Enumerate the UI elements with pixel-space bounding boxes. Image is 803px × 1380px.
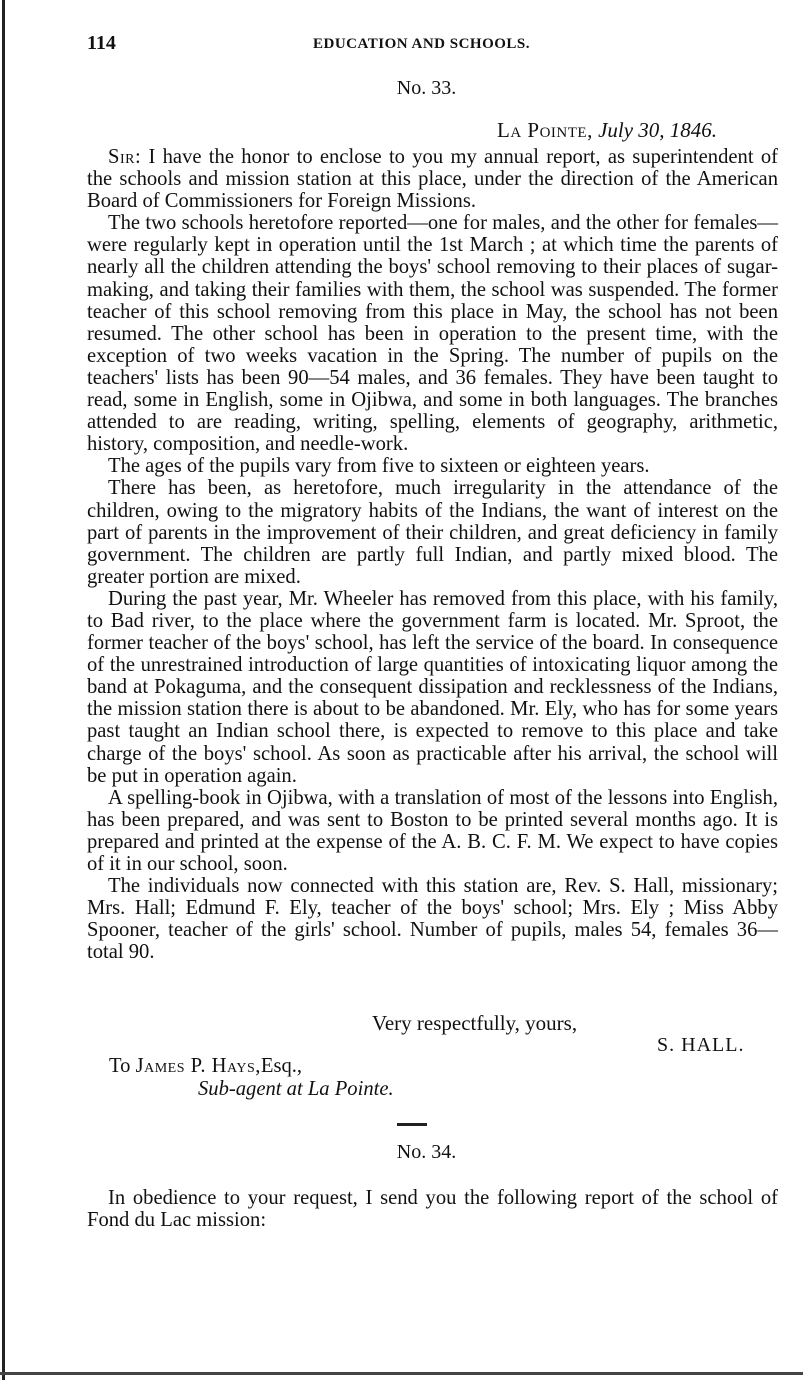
dateline	[497, 118, 717, 143]
paragraph: In obedience to your request, I send you the following report of the school of Fond du Lac mission:	[87, 1187, 778, 1232]
paragraph: There has been, as heretofore, much irregularity in the attendance of the children, owing to the migratory habits of the Indians, the want of interest on the part of parents in the improvement of their children, and great deficiency in family government. The children are partly full Indian, and partly mixed blood. The greater portion are mixed.	[87, 477, 778, 588]
signature: S. HALL.	[657, 1034, 745, 1056]
paragraph: A spelling-book in Ojibwa, with a translation of most of the lessons into English, has been prepared, and was sent to Boston to be printed several months ago. It is prepared and printed at the expense of the A. B. C. F. M. We expect to have copies of it in our school, soon.	[87, 786, 778, 875]
letter-body	[87, 146, 778, 963]
dateline-date: July 30, 1846.	[598, 118, 718, 142]
document-number-33: No. 33.	[396, 77, 457, 99]
paragraph	[87, 146, 778, 212]
page-number: 114	[87, 32, 116, 54]
paragraph: The individuals now connected with this station are, Rev. S. Hall, missionary; Mrs. Hall; Edmund F. Ely, teacher of the boys' school; Mrs. Ely ; Miss Abby Spooner, teacher of the girls' school. Number of pupils, males 54, females 36—total 90.	[87, 875, 778, 964]
closing: Very respectfully, yours,	[372, 1011, 578, 1035]
page-bottom-rule	[0, 1372, 803, 1375]
addressee-suffix: Esq.,	[260, 1055, 303, 1077]
running-head	[87, 32, 777, 56]
paragraph: During the past year, Mr. Wheeler has removed from this place, with his family, to Bad river, to the place where the government farm is located. Mr. Sproot, the former teacher of the boys' school, has left the service of the board. In consequence of the unrestrained introduction of large quantities of intoxicating liquor among the band at Pokaguma, and the consequent dissipation and recklessness of the Indians, the mission station there is about to be abandoned. Mr. Ely, who has for some years past taught an Indian school there, is expected to remove to this place and take charge of the boys' school. As soon as practicable after his arrival, the school will be put in operation again.	[87, 587, 778, 787]
paragraph-text: I have the honor to enclose to you my annual report, as superintendent of the schools and mission station at this place, under the direction of the American Board of Commissioners for Foreign Missions.	[87, 146, 778, 213]
addressee-prefix: To	[109, 1055, 131, 1077]
report-intro	[87, 1187, 778, 1231]
page-edge-rule	[2, 0, 5, 1380]
running-title: EDUCATION AND SCHOOLS.	[313, 36, 531, 52]
document-number-34: No. 34.	[396, 1141, 457, 1163]
salutation: Sir:	[108, 146, 142, 168]
addressee-name: James P. Hays,	[135, 1055, 261, 1077]
dateline-place: La Pointe,	[497, 118, 593, 142]
addressee-role: Sub-agent at La Pointe.	[198, 1078, 394, 1100]
section-separator	[397, 1123, 427, 1126]
paragraph: The two schools heretofore reported—one for males, and the other for females—were regularly kept in operation until the 1st March ; at which time the parents of nearly all the children attending the boys' school removing to their places of sugar-making, and taking their families with them, the school was suspended. The former teacher of this school removing from this place in May, the school has not been resumed. The other school has been in operation to the present time, with the exception of two weeks vacation in the Spring. The number of pupils on the teachers' lists has been 90—54 males, and 36 females. They have been taught to read, some in English, some in Ojibwa, and some in both languages. The branches attended to are reading, writing, spelling, elements of geography, arithmetic, history, composition, and needle-work.	[87, 212, 778, 456]
paragraph: The ages of the pupils vary from five to sixteen or eighteen years.	[108, 455, 650, 478]
addressee	[109, 1055, 302, 1078]
